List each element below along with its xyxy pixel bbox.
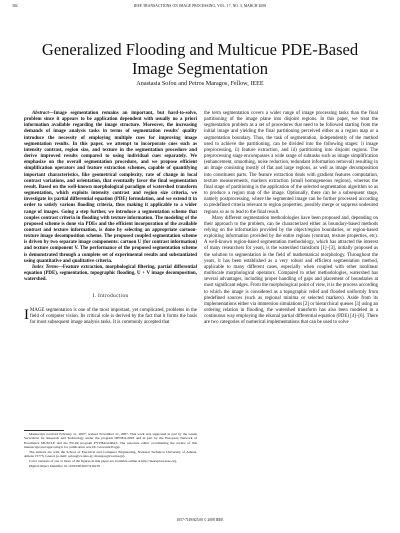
body-paragraph-1: the term segmentation covers a wider range of image processing tasks than the final partitioning of the image plane into disjoint regions. In this paper, we treat the segmentation problem as a set of procedures that need to be followed starting from the initial image and yielding the final partitioning perceived either as a region map or a segmentation boundary. Thus, the task of segmentation, independently of the method used to achieve the partitioning, can be divided into the following stages: i) image preprocessing, ii) feature extraction, and iii) partitioning into disjoint regions. The preprocessing stage encompasses a wide range of subtasks such as image simplification (enhancement, smoothing, noise reduction, redundant information removal) resulting in an image consisting mostly of flat and large regions, as well as image decomposition into constituent parts. The feature extraction deals with gradient features computation, texture measurements, markers extraction (small homogeneous regions), whereas the final stage of partitioning is the application of the selected segmentation algorithm so as to produce a region map of the image. Optionally, there can be a subsequent stage, namely postprocessing, where the segmented image can be further processed according to predefined criteria relevant to region properties, possibly merge or suppress undesired regions so as to lead to the final result. xyxy=(204,111,378,215)
paper-title: Generalized Flooding and Multicue PDE-Based Image Segmentation xyxy=(41,40,359,78)
footnote-color: Color versions of one or more of the figures in this paper are available online at http://ieeexplore.ieee.org. xyxy=(29,458,178,463)
abstract xyxy=(24,111,197,265)
section-heading: I. Introduction xyxy=(92,293,129,300)
footnote-rule xyxy=(24,430,64,431)
drop-cap: I xyxy=(24,306,29,323)
intro-paragraph: MAGE segmentation is one of the most important, yet complicated, problems in the field of computer vision. Its critical role is derived by the fact that it forms the basis for most subsequent image analysis tasks. It is commonly accepted that xyxy=(30,307,197,325)
index-terms-label: Index Terms— xyxy=(32,264,63,270)
abstract-label: Abstract— xyxy=(32,111,54,116)
index-terms xyxy=(24,265,197,283)
paper-authors: Anastasia Sofou and Petros Maragos, Fellow, IEEE xyxy=(136,80,264,87)
introduction xyxy=(24,308,197,326)
footnote-doi: Digital Object Identifier 10.1109/TIP.2007.916156 xyxy=(29,463,101,468)
page-number: 384 xyxy=(12,4,18,8)
footnote-manuscript: Manuscript received February 11, 2007; revised November 21, 2007. This work was supported in part by the Greek Secretariat for Research and Technology under the program ΠΕΝΕΔ-2003 and in part by the European Network of Excellence MUSCLE and the EU-IR program PYTHAGORAS. The associate editor coordinating the review of this manuscript and approving it for publication was Dr. Giovanni Poggi. xyxy=(24,432,197,449)
abstract-text: Image segmentation remains an important, but hard-to-solve, problem since it appears to be application dependent with usually no a priori information available regarding the image structure. Moreover, the increasing demands of image analysis tasks in terms of segmentation results' quality introduce the necessity of employing multiple cues for improving image segmentation results. In this paper, we attempt to incorporate cues such as intensity contrast, region size, and texture in the segmentation procedure and derive improved results compared to using individual cues separately. We emphasize on the overall segmentation procedure, and we propose efficient simplification operators and feature extraction schemes, capable of quantifying important characteristics, like geometrical complexity, rate of change in local contrast variations, and orientation, that eventually favor the final segmentation result. Based on the well-known morphological paradigm of watershed transform segmentation, which exploits intensity contrast and region size criteria, we investigate its partial differential equation (PDE) formulation, and we extend it in order to satisfy various flooding criteria, thus making it applicable to a wider range of images. Going a step further, we introduce a segmentation scheme that couples contrast criteria in flooding with texture information. The modeling of the proposed scheme is done via PDEs and the efficient incorporation of the available contrast and texture information, is done by selecting an appropriate cartoon-texture image decomposition scheme. The proposed coupled segmentation scheme is driven by two separate image components: cartoon U (for contrast information) and texture component V. The performance of the proposed segmentation scheme is demonstrated through a complete set of experimental results and substantiated using quantitative and qualitative criteria. xyxy=(24,111,197,264)
body-paragraph-2: Many different segmentation methodologies have been proposed and, depending on their approach to the problem, can be characterized either as boundary-based methods relying on the information provided by the object/region boundaries, or region-based exploiting information provided by the entire regions (contrast, texture properties, etc). A well-known region-based segmentation methodology, which has attracted the interest of many researchers for years, is the watershed transform [1]–[3], initially proposed as the solution to segmentation in the field of mathematical morphology. Throughout the years, it has been established as a very robust and efficient segmentation method, applicable to many different cases, especially when coupled with other nonlinear multiscale morphological operators. Compared to other methodologies, watershed has several advantages, including proper handling of gaps and placement of boundaries at most significant edges. From the morphological point of view, it is the process according to which the image is considered as a topographic relief and flooded uniformly from predefined sources (such as regional minima or selected markers). Aside from its implementations either via immersion simulations [2] or hierarchical queues [3] using an ordering relation in flooding, the watershed transform has also been modeled in a continuous way employing the eikonal partial differential equation (PDE) [4]–[6]. There are two categories of numerical implementations that can be used to solve xyxy=(204,215,378,326)
footnote-authors: The authors are with the School of Electrical and Computer Engineering, National Technical University of Athens, Athens 15773, Greece (e-mail: sofou@cs.ntua.gr; maragos@cs.ntua.gr). xyxy=(24,449,197,458)
journal-name: IEEE TRANSACTIONS ON IMAGE PROCESSING, VOL. 17, NO. 3, MARCH 2008 xyxy=(133,4,267,8)
index-terms-text: Feature extraction, morphological filtering, partial differential equation (PDE), segmentation, topographic flooding, U + V image decomposition, watershed. xyxy=(24,264,197,283)
left-column xyxy=(24,111,197,326)
page-footer: 1057-7149/$25.00 © 2008 IEEE xyxy=(176,518,224,522)
right-column xyxy=(204,111,378,326)
footnotes xyxy=(24,432,197,468)
running-header xyxy=(12,4,388,12)
